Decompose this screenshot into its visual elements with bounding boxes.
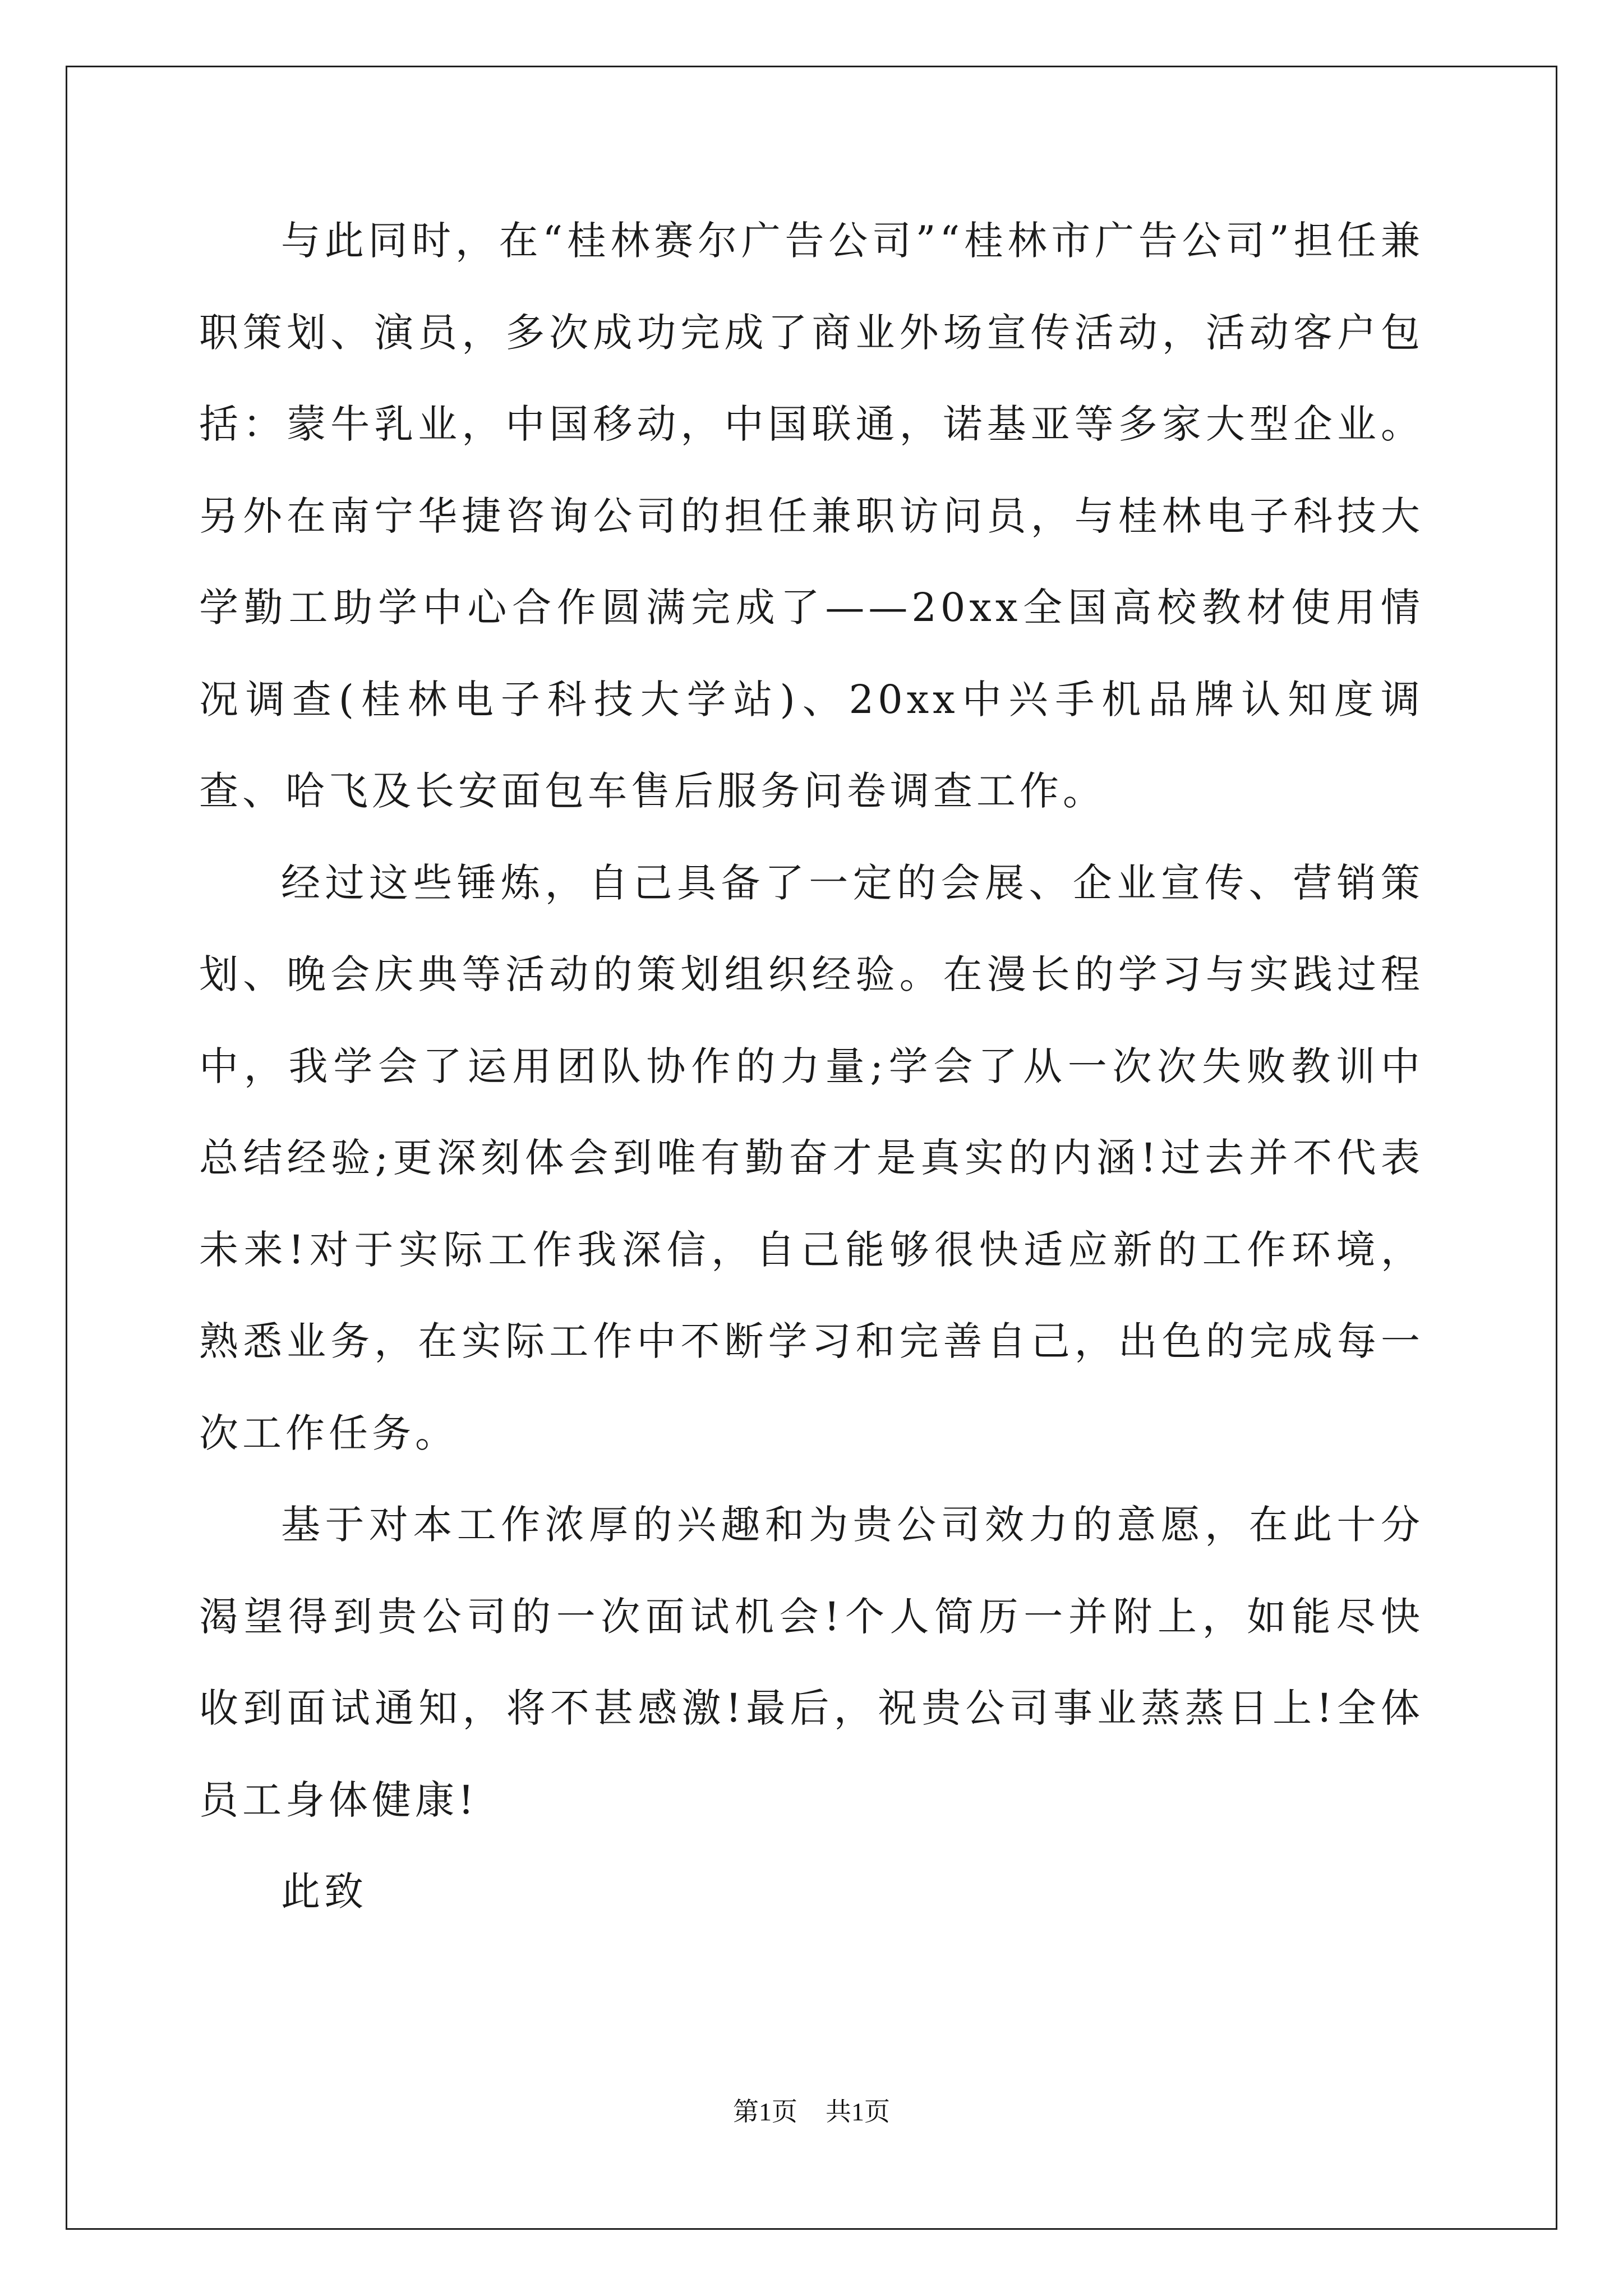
paragraph-skills-summary: 经过这些锤炼，自己具备了一定的会展、企业宣传、营销策划、晚会庆典等活动的策划组织经验。在漫长的学习与实践过程中，我学会了运用团队协作的力量;学会了从一次次失败教训中总结经验;更深刻体会到唯有勤奋才是真实的内涵!过去并不代表未来!对于实际工作我深信，自己能够很快适应新的工作环境，熟悉业务，在实际工作中不断学习和完善自己，出色的完成每一次工作任务。 <box>199 859 1424 1456</box>
paragraph-work-experience: 与此同时，在“桂林赛尔广告公司”“桂林市广告公司”担任兼职策划、演员，多次成功完成了商业外场宣传活动，活动客户包括：蒙牛乳业，中国移动，中国联通，诺基亚等多家大型企业。另外在南宁华捷咨询公司的担任兼职访问员，与桂林电子科技大学勤工助学中心合作圆满完成了——20xx全国高校教材使用情况调查(桂林电子科技大学站)、20xx中兴手机品牌认知度调查、哈飞及长安面包车售后服务问卷调查工作。 <box>199 218 1424 814</box>
page-footer <box>0 2095 1623 2129</box>
paragraph-closing: 此致 <box>281 1869 367 1915</box>
document-body <box>199 195 1424 1938</box>
paragraph-interview-request: 基于对本工作浓厚的兴趣和为贵公司效力的意愿，在此十分渴望得到贵公司的一次面试机会!个人简历一并附上，如能尽快收到面试通知，将不甚感激!最后，祝贵公司事业蒸蒸日上!全体员工身体健康! <box>199 1502 1424 1823</box>
page-total: 共1页 <box>826 2097 890 2126</box>
page-number: 第1页 <box>733 2097 797 2126</box>
